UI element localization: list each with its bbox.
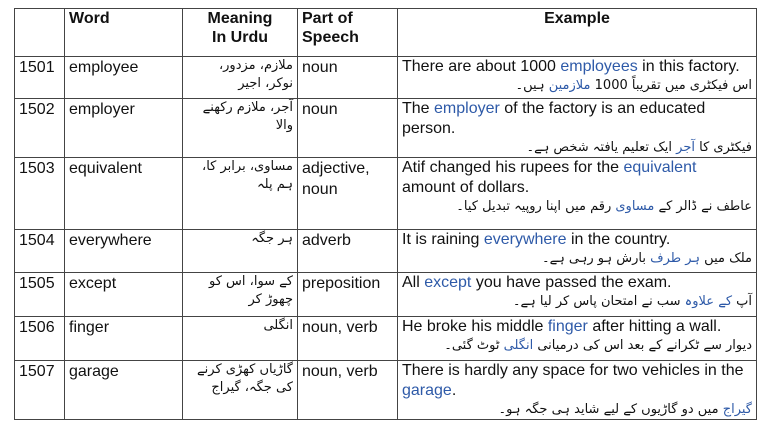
- example-urdu-text: اس فیکٹری میں تقریباً 1000: [590, 78, 752, 93]
- row-word: everywhere: [65, 230, 183, 273]
- example-urdu-text: میں دو گاڑیوں کے لیے شاید ہی جگہ ہو۔: [498, 402, 723, 417]
- header-number: [15, 9, 65, 57]
- example-english-text: in the country.: [566, 231, 671, 248]
- example-urdu-highlight: آجر: [676, 140, 695, 155]
- example-urdu-highlight: گیراج: [722, 402, 752, 417]
- example-english-highlight: garage: [402, 382, 452, 399]
- example-english-highlight: everywhere: [483, 231, 567, 248]
- row-example: [398, 57, 757, 99]
- example-english-text: The: [402, 100, 435, 117]
- example-urdu-highlight: مساوی: [615, 199, 655, 214]
- example-english-text: All: [402, 274, 425, 291]
- example-urdu-highlight: انگلی: [503, 338, 534, 353]
- header-meaning-line2: In Urdu: [212, 29, 268, 46]
- example-urdu-text: ایک تعلیم یافتہ شخص ہے۔: [526, 140, 677, 155]
- example-english-text: after hitting a wall.: [587, 318, 722, 335]
- example-urdu: [402, 250, 752, 268]
- example-english-text: amount of dollars.: [402, 179, 530, 196]
- vocabulary-table: [14, 8, 757, 420]
- example-urdu: [402, 77, 752, 95]
- example-english-highlight: employer: [434, 100, 500, 117]
- table-row: [15, 273, 757, 317]
- row-part-of-speech: noun: [298, 57, 398, 99]
- example-urdu-text: بارش ہو رہی ہے۔: [541, 251, 651, 266]
- example-urdu: [402, 401, 752, 419]
- row-urdu-meaning: گاڑیاں کھڑی کرنے کی جگہ، گیراج: [183, 361, 298, 420]
- row-part-of-speech: preposition: [298, 273, 398, 317]
- example-urdu: [402, 293, 752, 311]
- row-part-of-speech: noun, verb: [298, 317, 398, 361]
- example-english-text: of the factory is an educated person.: [402, 100, 706, 137]
- row-part-of-speech: adjective, noun: [298, 158, 398, 230]
- row-part-of-speech: adverb: [298, 230, 398, 273]
- example-urdu-text: آپ: [732, 294, 752, 309]
- header-row: [15, 9, 757, 57]
- header-example-label: Example: [544, 10, 610, 27]
- example-english-text: There is hardly any space for two vehicles in the: [402, 362, 744, 379]
- row-example: [398, 230, 757, 273]
- example-english-text: .: [451, 382, 457, 399]
- table-row: [15, 57, 757, 99]
- row-number: 1506: [15, 317, 65, 361]
- example-urdu-text: ملک میں: [700, 251, 752, 266]
- table-row: [15, 230, 757, 273]
- example-english: [402, 361, 752, 401]
- row-example: [398, 317, 757, 361]
- example-urdu: [402, 139, 752, 157]
- row-example: [398, 158, 757, 230]
- row-number: 1505: [15, 273, 65, 317]
- row-word: finger: [65, 317, 183, 361]
- example-english-highlight: employees: [560, 58, 638, 75]
- example-urdu-text: فیکٹری کا: [694, 140, 752, 155]
- row-part-of-speech: noun: [298, 99, 398, 158]
- example-english: [402, 57, 752, 77]
- header-example: [398, 9, 757, 57]
- example-urdu-text: عاطف نے ڈالر کے: [654, 199, 752, 214]
- header-word-label: Word: [69, 10, 110, 27]
- header-word: [65, 9, 183, 57]
- example-english-text: you have passed the exam.: [471, 274, 672, 291]
- row-number: 1503: [15, 158, 65, 230]
- example-english-text: in this factory.: [637, 58, 740, 75]
- row-urdu-meaning: مساوی، برابر کا، ہم پلہ: [183, 158, 298, 230]
- example-urdu-text: ہیں۔: [515, 78, 549, 93]
- example-english: [402, 230, 752, 250]
- row-number: 1504: [15, 230, 65, 273]
- row-word: garage: [65, 361, 183, 420]
- row-word: employer: [65, 99, 183, 158]
- example-urdu: [402, 337, 752, 355]
- example-english: [402, 99, 752, 139]
- row-word: equivalent: [65, 158, 183, 230]
- example-urdu-highlight: کے علاوہ: [684, 294, 733, 309]
- example-english-text: He broke his middle: [402, 318, 548, 335]
- example-urdu-highlight: ملازمین: [548, 78, 591, 93]
- header-pos-line2: Speech: [302, 29, 359, 46]
- header-pos-line1: Part of: [302, 10, 353, 27]
- example-urdu-text: ٹوٹ گئی۔: [444, 338, 504, 353]
- row-urdu-meaning: ہر جگہ: [183, 230, 298, 273]
- header-part-of-speech: [298, 9, 398, 57]
- row-example: [398, 361, 757, 420]
- table-row: [15, 158, 757, 230]
- row-part-of-speech: noun, verb: [298, 361, 398, 420]
- example-english-highlight: finger: [547, 318, 588, 335]
- example-english-text: It is raining: [402, 231, 484, 248]
- table-row: [15, 361, 757, 420]
- example-english: [402, 158, 752, 198]
- example-english: [402, 273, 752, 293]
- example-english-text: Atif changed his rupees for the: [402, 159, 624, 176]
- example-urdu-highlight: ہر طرف: [650, 251, 701, 266]
- example-english-highlight: equivalent: [623, 159, 697, 176]
- example-english: [402, 317, 752, 337]
- example-urdu: [402, 198, 752, 216]
- row-number: 1501: [15, 57, 65, 99]
- header-meaning-line1: Meaning: [207, 10, 273, 27]
- row-urdu-meaning: ملازم، مزدور، نوکر، اجیر: [183, 57, 298, 99]
- example-english-text: There are about 1000: [402, 58, 561, 75]
- row-example: [398, 99, 757, 158]
- example-urdu-text: سب نے امتحان پاس کر لیا ہے۔: [512, 294, 685, 309]
- example-urdu-text: دیوار سے ٹکرانے کے بعد اس کی درمیانی: [533, 338, 752, 353]
- row-word: except: [65, 273, 183, 317]
- table-row: [15, 317, 757, 361]
- table-row: [15, 99, 757, 158]
- row-word: employee: [65, 57, 183, 99]
- example-urdu-text: رقم میں اپنا روپیہ تبدیل کیا۔: [456, 199, 616, 214]
- row-urdu-meaning: کے سوا، اس کو چھوڑ کر: [183, 273, 298, 317]
- row-example: [398, 273, 757, 317]
- header-meaning: [183, 9, 298, 57]
- row-number: 1507: [15, 361, 65, 420]
- row-number: 1502: [15, 99, 65, 158]
- row-urdu-meaning: آجر، ملازم رکھنے والا: [183, 99, 298, 158]
- row-urdu-meaning: انگلی: [183, 317, 298, 361]
- example-english-highlight: except: [424, 274, 472, 291]
